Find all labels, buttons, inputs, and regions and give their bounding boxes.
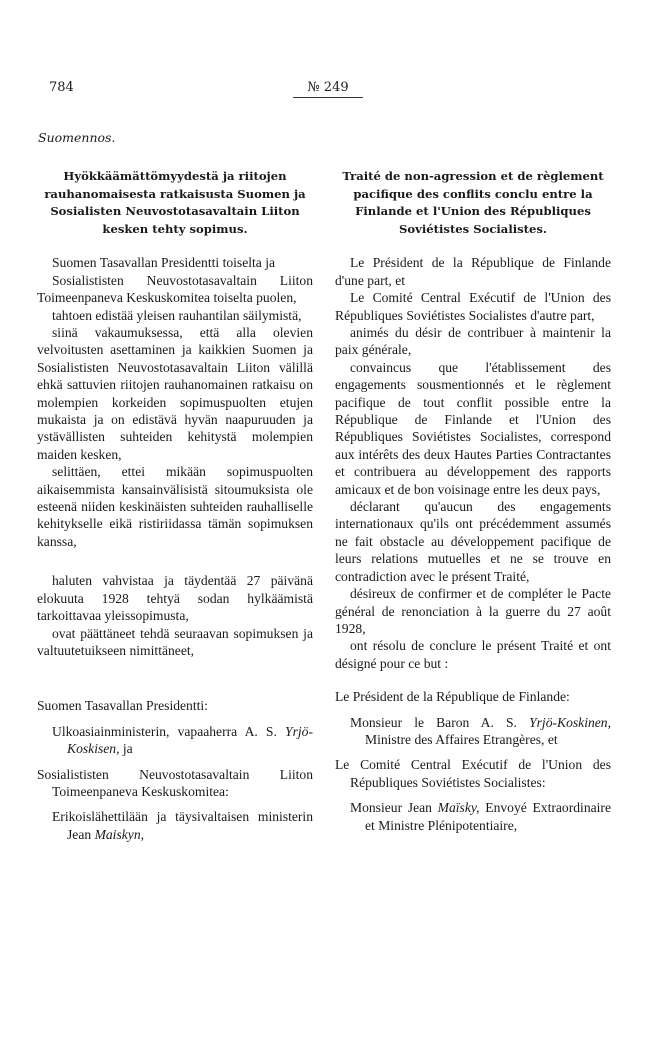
finnish-representative-1: Ulkoasiainministerin, vapaaherra A. S. Yrjö-Koskisen, ja [52, 723, 313, 757]
finnish-paragraph: siinä vakaumuksessa, että alla olevien velvoitusten asettaminen ja kaikkien Suomen ja Sosialististen Neuvostotasavaltain Liiton välillä ehkä sattuvien riitojen rauhanomainen ratkaisu on molempien korkeiden sopimuspuolten etujen mukaista ja on edistävä hyvän naapuruuden ja ystävällisten suhteiden kehitystä molempien maiden kesken, [37, 325, 313, 462]
finnish-paragraph: selittäen, ettei mikään sopimuspuolten aikaisemmista kansainvälisistä sitoumuksista ole esteenä niiden keskinäisten suhteiden rauhalliselle kehitykselle eikä ristiriidassa tämän sopimuksen kanssa, [37, 464, 313, 549]
finnish-party-1: Suomen Tasavallan Presidentti: [37, 698, 208, 714]
french-paragraph: animés du désir de contribuer à maintenir la paix générale, [335, 325, 611, 358]
french-paragraph: déclarant qu'aucun des engagements internationaux qu'ils ont précédemment assumés ne fait obstacle au développement pacifique de leurs relations mutuelles et ne se trouve en contradiction avec le présent Traité, [335, 499, 611, 584]
french-column [335, 168, 611, 834]
french-party-1: Le Président de la République de Finlande: [335, 689, 570, 705]
french-paragraph: Le Président de la République de Finlande d'une part, et [335, 255, 611, 288]
french-representative-1: Monsieur le Baron A. S. Yrjö-Koskinen, Ministre des Affaires Etrangères, et [350, 714, 612, 747]
finnish-paragraph: haluten vahvistaa ja täydentää 27 päivänä elokuuta 1928 tehtyä sodan hylkäämistä tarkoittavaa yleissopimusta, [37, 573, 313, 624]
finnish-title: Hyökkäämättömyydestä ja riitojen rauhanomaisesta ratkaisusta Suomen ja Sosialisten Neuvostotasavaltain Liiton kesken tehty sopimus. [44, 169, 306, 236]
french-party-2: Le Comité Central Exécutif de l'Union des Républiques Soviétistes Socialistes: [335, 757, 611, 790]
french-paragraph: convaincus que l'établissement des engagements sousmentionnés et le règlement pacifique de tout conflit possible entre la République de Finlande et l'Union des Républiques Soviétistes Socialistes, correspond aux intérêts des deux Hautes Parties Contractantes et contribuera au développement des rapports amicaux et de bon voisinage entre les deux pays, [335, 359, 611, 497]
treaty-number: № 249 [293, 80, 363, 98]
french-representative-2: Monsieur Jean Maïsky, Envoyé Extraordinaire et Ministre Plénipotentiaire, [350, 800, 611, 833]
finnish-column [37, 168, 313, 843]
french-paragraph: désireux de confirmer et de compléter le Pacte général de renonciation à la guerre du 27 août 1928, [335, 586, 611, 636]
french-paragraph: Le Comité Central Exécutif de l'Union des Républiques Soviétistes Socialistes d'autre part, [335, 290, 611, 323]
page-number: 784 [49, 80, 74, 95]
french-paragraph: ont résolu de conclure le présent Traité et ont désigné pour ce but : [335, 638, 611, 671]
finnish-paragraph: ovat päättäneet tehdä seuraavan sopimuksen ja valtuutetuikseen nimittäneet, [37, 625, 313, 658]
finnish-representative-2: Erikoislähettilään ja täysivaltaisen ministerin Jean Maiskyn, [52, 809, 313, 842]
finnish-party-2: Sosialististen Neuvostotasavaltain Liiton Toimeenpaneva Keskuskomitea: [37, 766, 313, 799]
finnish-paragraph: Sosialististen Neuvostotasavaltain Liiton Toimeenpaneva Keskuskomitea toiselta puolen, [37, 272, 313, 306]
finnish-paragraph: Suomen Tasavallan Presidentti toiselta ja [52, 255, 276, 271]
finnish-paragraph: tahtoen edistää yleisen rauhantilan säilymistä, [52, 307, 302, 323]
translation-label: Suomennos. [38, 130, 116, 145]
french-title: Traité de non-agression et de règlement pacifique des conflits conclu entre la Finlande et l'Union des Républiques Soviétistes Socialistes. [342, 169, 604, 236]
